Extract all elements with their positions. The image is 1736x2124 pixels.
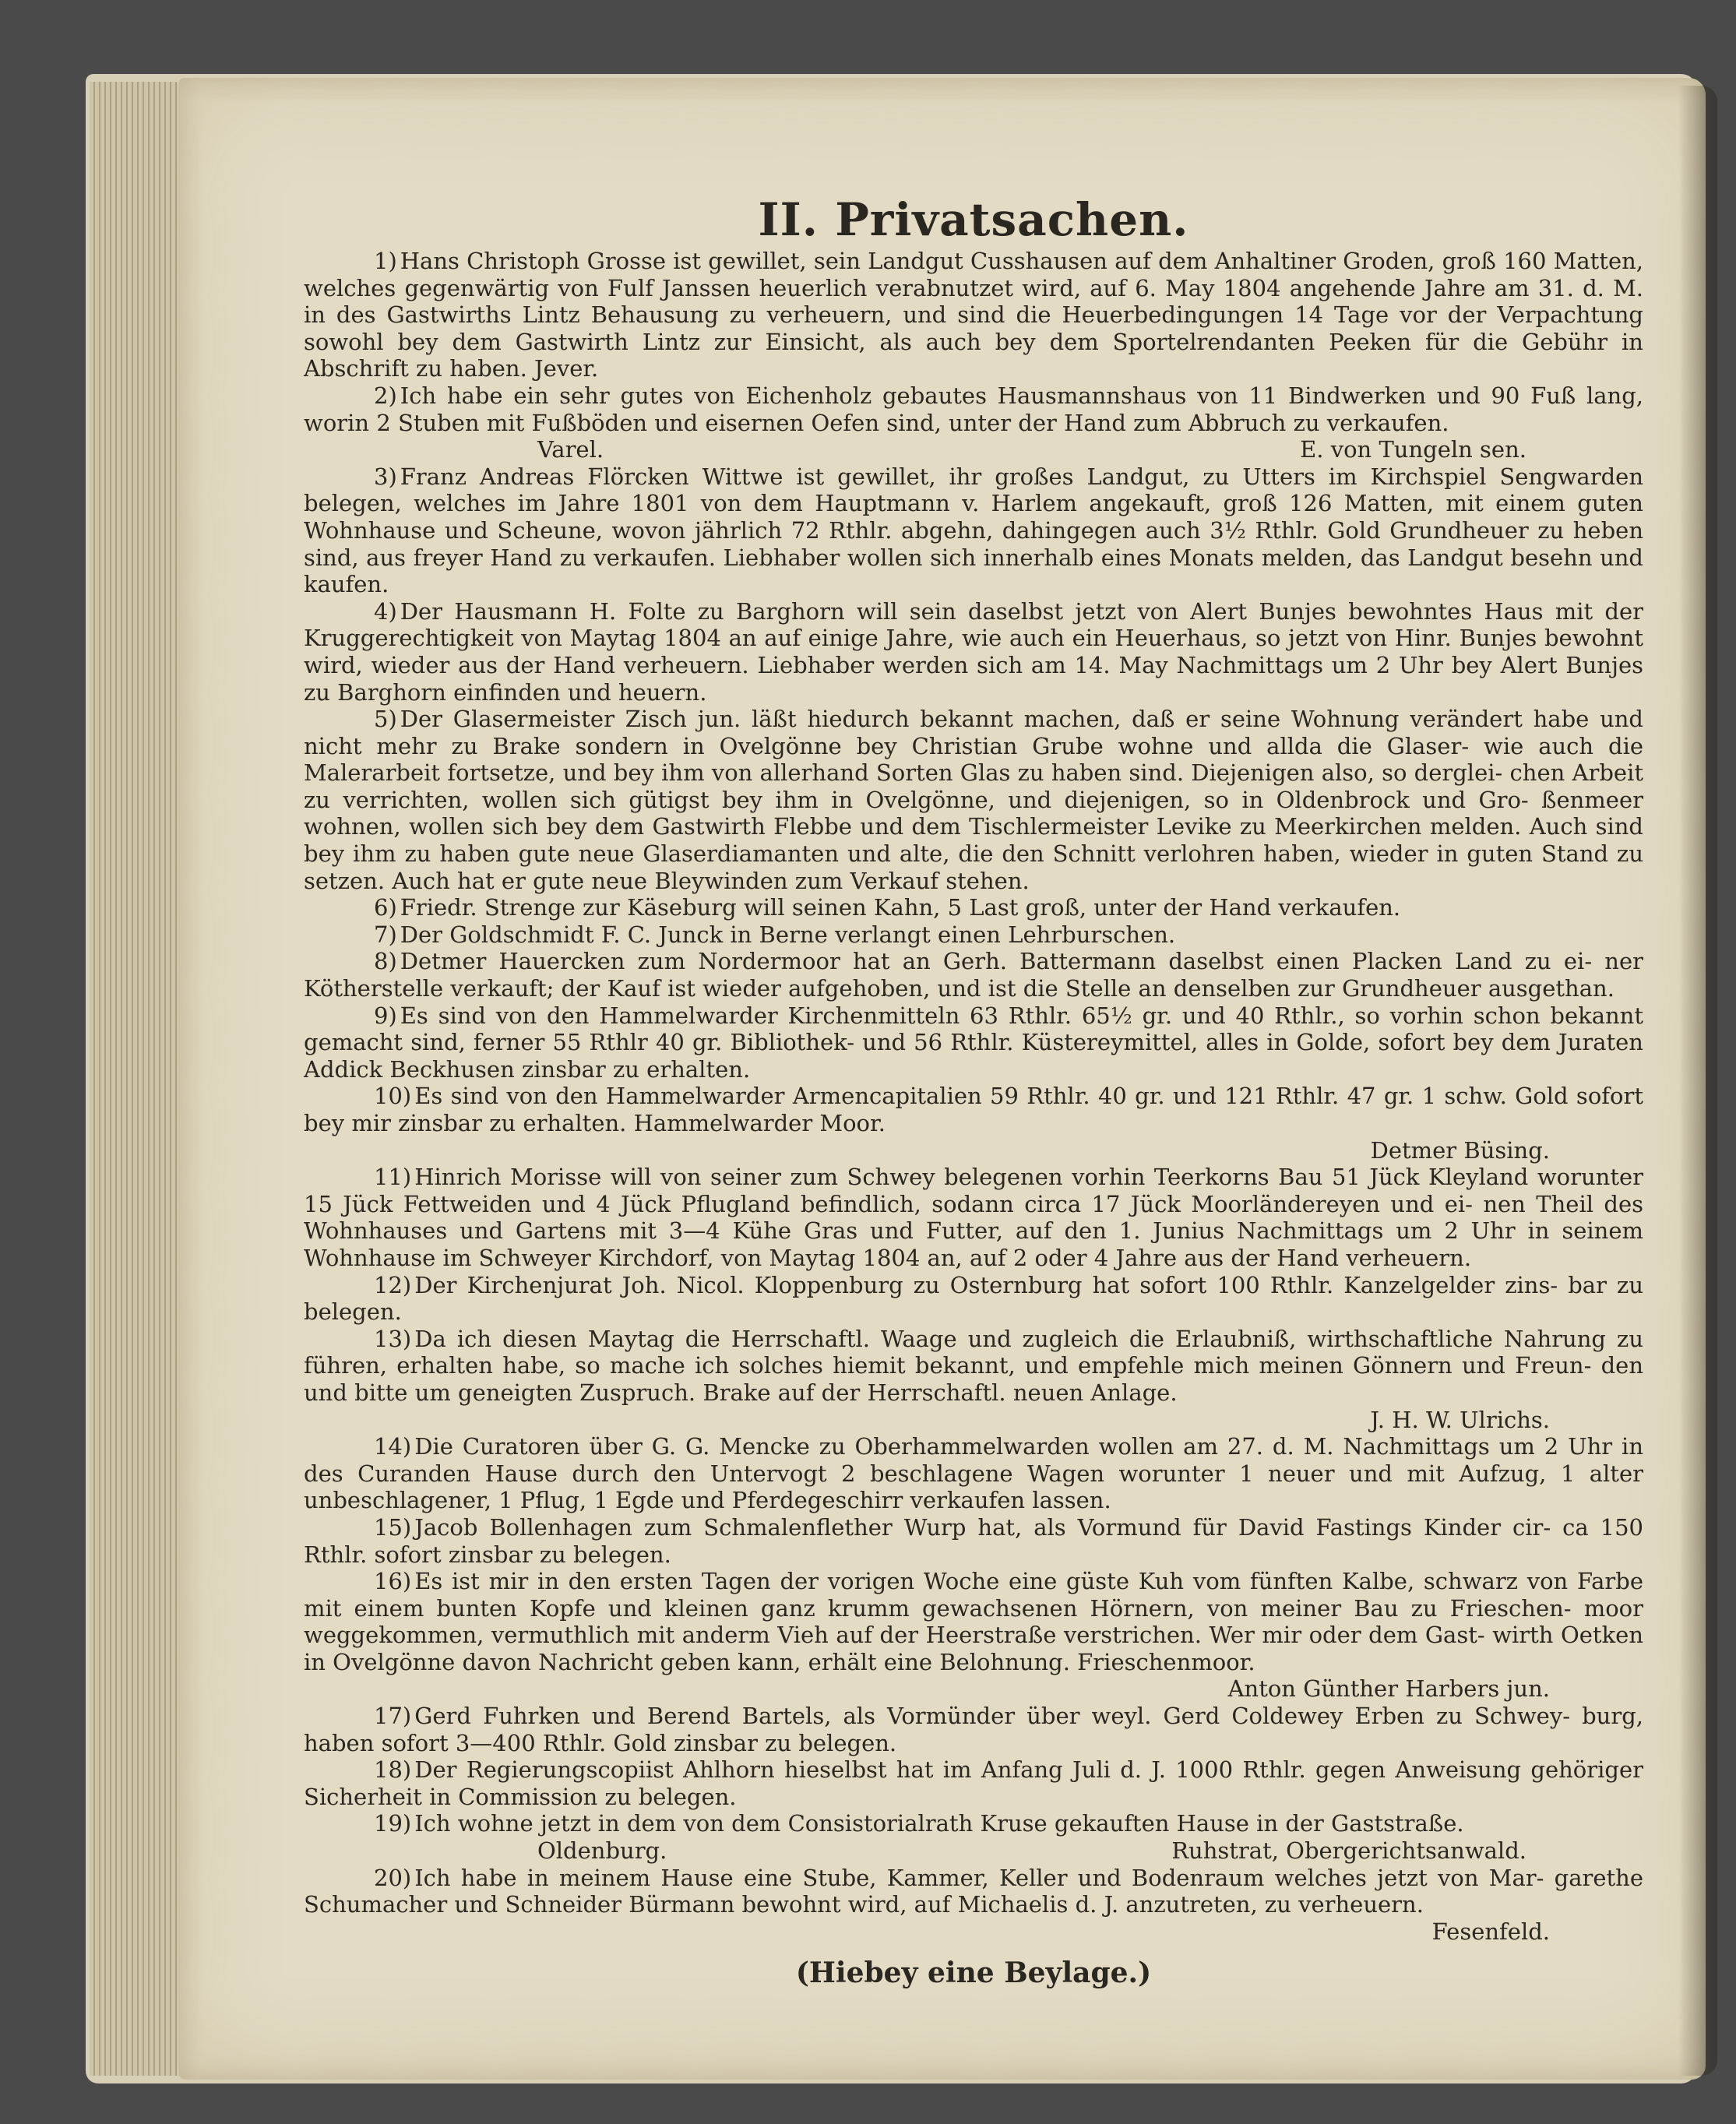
signature-place: Varel. [537,436,604,463]
entry-13 [304,1326,1643,1407]
page-stack [90,82,183,2076]
entry-text: Hinrich Morisse will von seiner zum Schwey belegenen vorhin Teerkorns Bau 51 Jück Kleyland worunter 15 Jück Fettweiden und 4 Jück Pflugland befindlich, sodann circa 17 Jück Moorländereyen und ei- nen Theil des Wohnhauses und Gartens mit 3—4 Kühe Gras und Futter, auf den 1. Junius Nachmittags um 2 Uhr in seinem Wohnhause im Schweyer Kirchdorf, von Maytag 1804 an, auf 2 oder 4 Jahre aus der Hand verheuern. [304,1164,1643,1271]
entry-20 [304,1865,1643,1918]
entry-9 [304,1002,1643,1083]
entry-7 [304,921,1643,949]
entry-18 [304,1756,1643,1810]
entry-number: 9) [374,1002,397,1029]
entry-number: 2) [374,382,397,409]
entry-number: 16) [374,1568,412,1595]
entry-10 [304,1083,1643,1136]
entry-number: 6) [374,894,397,921]
entry-number: 5) [374,706,397,733]
page-content [304,195,1643,1990]
entry-text: Jacob Bollenhagen zum Schmalenflether Wurp hat, als Vormund für David Fastings Kinder cir- ca 150 Rthlr. sofort zinsbar zu belegen. [304,1513,1643,1568]
signature-name: J. H. W. Ulrichs. [1370,1406,1550,1433]
supplement-note: (Hiebey eine Beylage.) [795,1957,1152,1990]
entry-6 [304,894,1643,921]
entry-text: Da ich diesen Maytag die Herrschaftl. Waage und zugleich die Erlaubniß, wirthschaftliche Nahrung zu führen, erhalten habe, so mache ich solches hiemit bekannt, und empfehle mich meinen Gönnern und Freun- den und bitte um geneigten Zuspruch. Brake auf der Herrschaftl. neuen Anlage. [304,1325,1643,1406]
entry-number: 15) [374,1513,412,1541]
entry-number: 20) [374,1864,412,1891]
entry-text: Der Glasermeister Zisch jun. läßt hiedurch bekannt machen, daß er seine Wohnung verändert habe und nicht mehr zu Brake sondern in Ovelgönne bey Christian Grube wohne und allda die Glaser- wie auch die Malerarbeit fortsetze, und bey ihm von allerhand Sorten Glas zu haben sind. Diejenigen also, so derglei- chen Arbeit zu verrichten, wollen sich gütigst bey ihm in Ovelgönne, und diejenigen, so in Oldenbrock und Gro- ßenmeer wohnen, wollen sich bey dem Gastwirth Flebbe und dem Tischlermeister Levike zu Meerkirchen melden. Auch sind bey ihm zu haben gute neue Glaserdiamanten und alte, die den Schnitt verlohren haben, wieder in guten Stand zu setzen. Auch hat er gute neue Bleywinden zum Verkauf stehen. [304,706,1643,894]
entry-5 [304,706,1643,894]
entry-text: Es ist mir in den ersten Tagen der vorigen Woche eine güste Kuh vom fünften Kalbe, schwarz von Farbe mit einem bunten Kopfe und kleinen ganz krumm gewachsenen Hörnern, von meiner Bau zu Frieschen- moor weggekommen, vermuthlich mit anderm Vieh auf der Heerstraße verstrichen. Wer mir oder dem Gast- wirth Oetken in Ovelgönne davon Nachricht geben kann, erhält eine Belohnung. Frieschenmoor. [304,1568,1643,1675]
entry-17 [304,1703,1643,1756]
entry-text: Es sind von den Hammelwarder Kirchenmitteln 63 Rthlr. 65½ gr. und 40 Rthlr., so vorhin schon bekannt gemacht sind, ferner 55 Rthlr 40 gr. Bibliothek- und 56 Rthlr. Küstereymittel, alles in Golde, sofort bey dem Juraten Addick Beckhusen zinsbar zu erhalten. [304,1002,1643,1083]
entry-4 [304,598,1643,706]
entry-number: 10) [374,1083,412,1110]
signature-name: Detmer Büsing. [1370,1136,1550,1164]
signature-line [304,436,1643,463]
signature-name: E. von Tungeln sen. [1300,436,1526,463]
entry-1 [304,248,1643,382]
entry-number: 13) [374,1325,412,1352]
entry-number: 7) [374,921,397,948]
entry-text: Es sind von den Hammelwarder Armencapitalien 59 Rthlr. 40 gr. und 121 Rthlr. 47 gr. 1 schw. Gold sofort bey mir zinsbar zu erhalten. Hammelwarder Moor. [304,1083,1643,1136]
entry-number: 17) [374,1703,412,1730]
entry-text: Der Goldschmidt F. C. Junck in Berne verlangt einen Lehrburschen. [400,921,1176,948]
entry-number: 1) [374,248,397,274]
entry-text: Ich habe ein sehr gutes von Eichenholz gebautes Hausmannshaus von 11 Bindwerken und 90 Fuß lang, worin 2 Stuben mit Fußböden und eisernen Oefen sind, unter der Hand zum Abbruch zu verkaufen. [304,382,1643,436]
entry-number: 14) [374,1433,412,1460]
entry-text: Gerd Fuhrken und Berend Bartels, als Vormünder über weyl. Gerd Coldewey Erben zu Schwey- burg, haben sofort 3—400 Rthlr. Gold zinsbar zu belegen. [304,1703,1643,1756]
entry-16 [304,1568,1643,1675]
entry-text: Franz Andreas Flörcken Wittwe ist gewillet, ihr großes Landgut, zu Utters im Kirchspiel Sengwarden belegen, welches im Jahre 1801 von dem Hauptmann v. Harlem angekauft, groß 126 Matten, mit einem guten Wohnhause und Scheune, wovon jährlich 72 Rthlr. abgehn, dahingegen auch 3½ Rthlr. Gold Grundheuer zu heben sind, aus freyer Hand zu verkaufen. Liebhaber wollen sich innerhalb eines Monats melden, das Landgut besehn und kaufen. [304,463,1643,598]
entry-text: Der Kirchenjurat Joh. Nicol. Kloppenburg zu Osternburg hat sofort 100 Rthlr. Kanzelgelder zins- bar zu belegen. [304,1271,1643,1326]
entry-text: Ich wohne jetzt in dem von dem Consistorialrath Kruse gekauften Hause in der Gaststraße. [414,1810,1464,1837]
signature-place: Oldenburg. [537,1837,667,1865]
signature-name: Ruhstrat, Obergerichtsanwald. [1171,1837,1526,1865]
entry-8 [304,948,1643,1002]
entry-11 [304,1164,1643,1271]
entry-number: 11) [374,1164,412,1191]
entry-12 [304,1272,1643,1326]
entry-number: 18) [374,1756,412,1784]
entry-14 [304,1433,1643,1514]
spine-shadow [1678,86,1717,2076]
signature-line [304,1837,1643,1865]
entry-text: Der Regierungscopiist Ahlhorn hieselbst hat im Anfang Juli d. J. 1000 Rthlr. gegen Anweisung gehöriger Sicherheit in Commission zu belegen. [304,1756,1643,1810]
entry-number: 3) [374,463,397,490]
entry-number: 19) [374,1810,412,1837]
entry-text: Hans Christoph Grosse ist gewillet, sein Landgut Cusshausen auf dem Anhaltiner Groden, groß 160 Matten, welches gegenwärtig von Fulf Janssen heuerlich verabnutzet wird, auf 6. May 1804 angehende Jahre am 31. d. M. in des Gastwirths Lintz Behausung zu verheuern, und sind die Heuerbedingungen 14 Tage vor der Verpachtung sowohl bey dem Gastwirth Lintz zur Einsicht, als auch bey dem Sportelrendanten Peeken für die Gebühr in Abschrift zu haben. Jever. [304,248,1643,382]
entry-2 [304,382,1643,436]
entry-text: Friedr. Strenge zur Käseburg will seinen Kahn, 5 Last groß, unter der Hand verkaufen. [400,894,1401,921]
entry-text: Detmer Hauercken zum Nordermoor hat an Gerh. Battermann daselbst einen Placken Land zu ei- ner Kötherstelle verkauft; der Kauf ist wieder aufgehoben, und ist die Stelle an denselben zur Grundheuer ausgethan. [304,948,1643,1002]
entry-3 [304,463,1643,598]
entry-19 [304,1810,1643,1837]
signature-name: Anton Günther Harbers jun. [1227,1675,1550,1703]
entry-text: Die Curatoren über G. G. Mencke zu Oberhammelwarden wollen am 27. d. M. Nachmittags um 2 Uhr in des Curanden Hause durch den Untervogt 2 beschlagene Wagen worunter 1 neuer und mit Aufzug, 1 alter unbeschlagener, 1 Pflug, 1 Egde und Pferdegeschirr verkaufen lassen. [304,1433,1643,1514]
entry-text: Ich habe in meinem Hause eine Stube, Kammer, Keller und Bodenraum welches jetzt von Mar- garethe Schumacher und Schneider Bürmann bewohnt wird, auf Michaelis d. J. anzutreten, zu verheuern. [304,1864,1643,1918]
entry-number: 12) [374,1271,412,1298]
entry-15 [304,1514,1643,1568]
entry-number: 8) [374,948,397,975]
section-heading: II. Privatsachen. [758,193,1189,246]
entry-number: 4) [374,597,397,625]
entry-text: Der Hausmann H. Folte zu Barghorn will sein daselbst jetzt von Alert Bunjes bewohntes Haus mit der Kruggerechtigkeit von Maytag 1804 an auf einige Jahre, wie auch ein Heuerhaus, so jetzt von Hinr. Bunjes bewohnt wird, wieder aus der Hand verheuern. Liebhaber werden sich am 14. May Nachmittags um 2 Uhr bey Alert Bunjes zu Barghorn einfinden und heuern. [304,597,1643,706]
signature-name: Fesenfeld. [1431,1918,1550,1945]
